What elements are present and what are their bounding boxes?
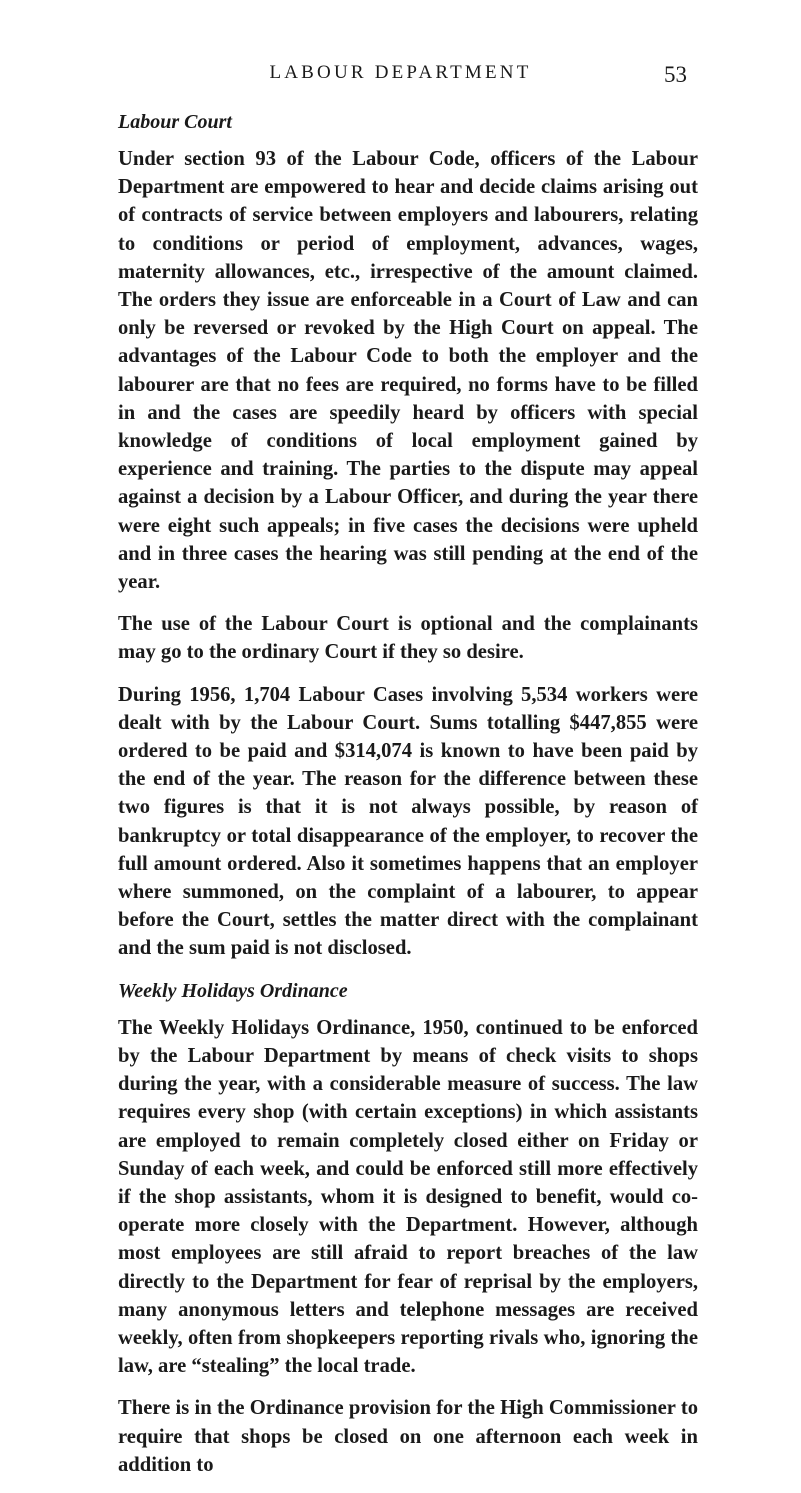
paragraph: During 1956, 1,704 Labour Cases involving 5,534 workers were dealt with by the Labour Court. Sums totalling $447,855 were ordered to be paid and $314,074 is known to have been paid by the end of the year. The reason for the difference between these two figures is that it is not always possible, by reason of bankruptcy or total disappearance of the employer, to recover the full amount ordered. Also it sometimes happens that an employer where summoned, on the complaint of a labourer, to appear before the Court, settles the matter direct with the complainant and the sum paid is not disclosed. — [118, 683, 698, 960]
page-number: 53 — [664, 62, 687, 87]
paragraph: The Weekly Holidays Ordinance, 1950, continued to be enforced by the Labour Department by means of check visits to shops during the year, with a considerable measure of success. The law requires every shop (with certain exceptions) in which assistants are employed to remain completely closed either on Friday or Sunday of each week, and could be enforced still more effectively if the shop assistants, whom it is designed to benefit, would co-operate more closely with the Department. However, although most employees are still afraid to report breaches of the law directly to the Department for fear of reprisal by the employers, many anonymous letters and telephone messages are received weekly, often from shopkeepers reporting rivals who, ignoring the law, are “stealing” the local trade. — [118, 1016, 698, 1378]
section-heading-weekly-holidays: Weekly Holidays Ordinance — [118, 979, 348, 1002]
running-title: LABOUR DEPARTMENT — [269, 62, 532, 83]
paragraph: There is in the Ordinance provision for the High Commissioner to require that shops be closed on one afternoon each week in addition to — [118, 1397, 698, 1476]
section-heading-labour-court: Labour Court — [118, 111, 232, 133]
page-body — [118, 108, 698, 1493]
paragraph: Under section 93 of the Labour Code, officers of the Labour Department are empowered to hear and decide claims arising out of contracts of service between employers and labourers, relating to conditions or period of employment, advances, wages, maternity allowances, etc., irrespective of the amount claimed. The orders they issue are enforceable in a Court of Law and can only be reversed or revoked by the High Court on appeal. The advantages of the Labour Code to both the employer and the labourer are that no fees are required, no forms have to be filled in and the cases are speedily heard by officers with special knowledge of conditions of local employment gained by experience and training. The parties to the dispute may appeal against a decision by a Labour Officer, and during the year there were eight such appeals; in five cases the decisions were upheld and in three cases the hearing was still pending at the end of the year. — [118, 148, 698, 594]
running-header — [0, 62, 801, 92]
paragraph: The use of the Labour Court is optional and the complainants may go to the ordinary Court if they so desire. — [118, 613, 698, 664]
